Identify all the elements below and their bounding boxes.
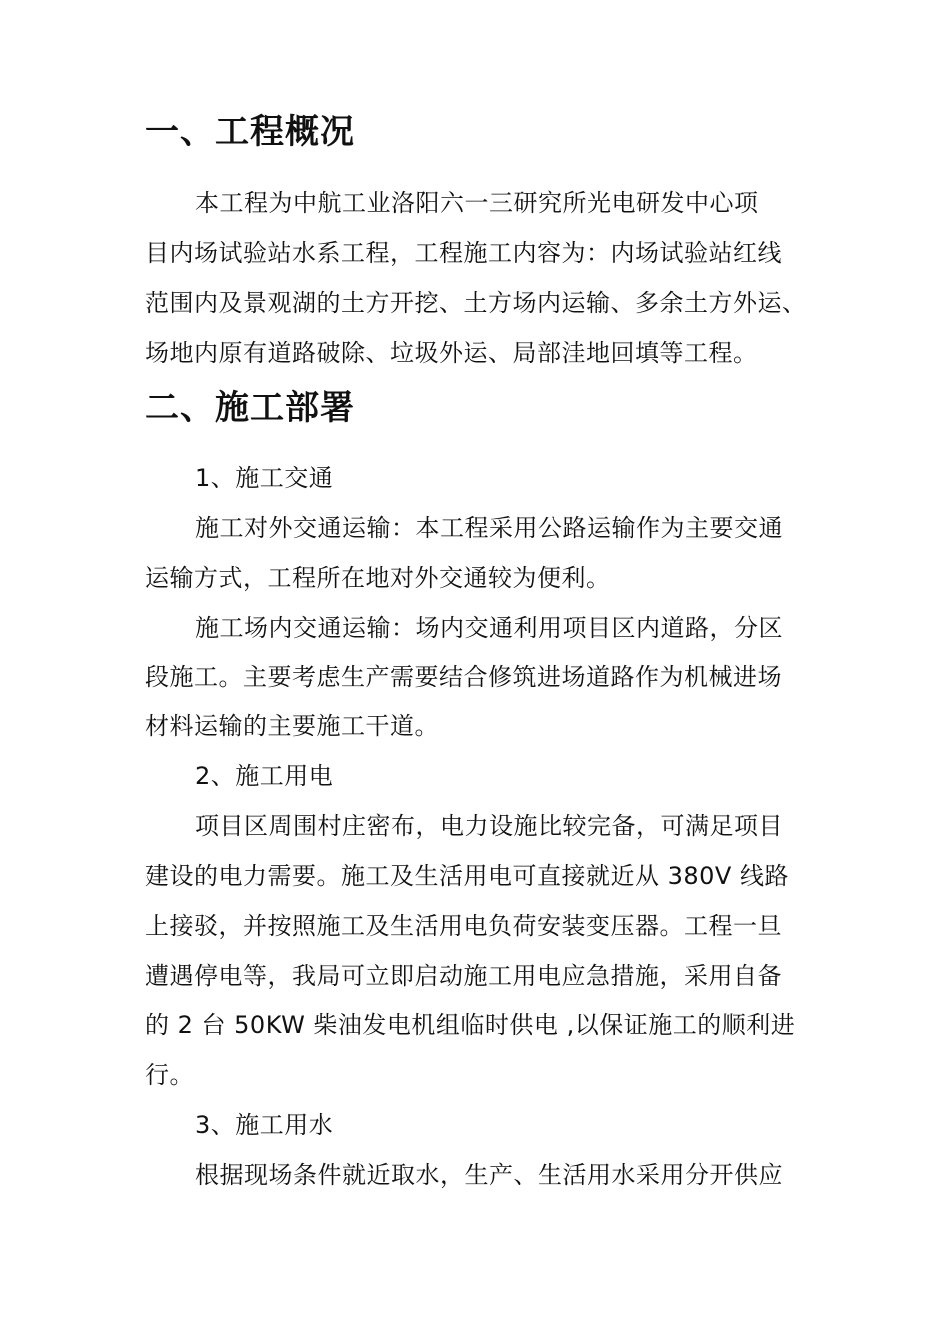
- text-line: 的 2 台 50KW 柴油发电机组临时供电 ,以保证施工的顺利进: [145, 1011, 796, 1039]
- subsection-title-water: 3、施工用水: [195, 1111, 334, 1139]
- subsection-title-traffic: 1、施工交通: [195, 464, 334, 492]
- text-line: 建设的电力需要。施工及生活用电可直接就近从 380V 线路: [145, 862, 789, 890]
- text-line: 遭遇停电等，我局可立即启动施工用电应急措施，采用自备: [145, 962, 782, 990]
- text-line: 项目区周围村庄密布，电力设施比较完备，可满足项目: [195, 812, 783, 840]
- text-line: 目内场试验站水系工程，工程施工内容为：内场试验站红线: [145, 239, 782, 267]
- text-line: 施工场内交通运输：场内交通利用项目区内道路，分区: [195, 614, 783, 642]
- text-line: 本工程为中航工业洛阳六一三研究所光电研发中心项: [195, 189, 759, 217]
- text-line: 范围内及景观湖的土方开挖、土方场内运输、多余土方外运、: [145, 289, 807, 317]
- text-line: 上接驳，并按照施工及生活用电负荷安装变压器。工程一旦: [145, 912, 782, 940]
- text-line: 场地内原有道路破除、垃圾外运、局部洼地回填等工程。: [145, 339, 758, 367]
- text-line: 材料运输的主要施工干道。: [145, 712, 439, 740]
- text-line: 运输方式，工程所在地对外交通较为便利。: [145, 564, 611, 592]
- section-heading-deployment: 二、施工部署: [145, 388, 355, 428]
- text-line: 段施工。主要考虑生产需要结合修筑进场道路作为机械进场: [145, 663, 782, 691]
- section-heading-overview: 一、工程概况: [145, 112, 355, 152]
- text-line: 根据现场条件就近取水，生产、生活用水采用分开供应: [195, 1161, 783, 1189]
- text-line: 行。: [145, 1061, 194, 1089]
- subsection-title-power: 2、施工用电: [195, 762, 334, 790]
- text-line: 施工对外交通运输：本工程采用公路运输作为主要交通: [195, 514, 783, 542]
